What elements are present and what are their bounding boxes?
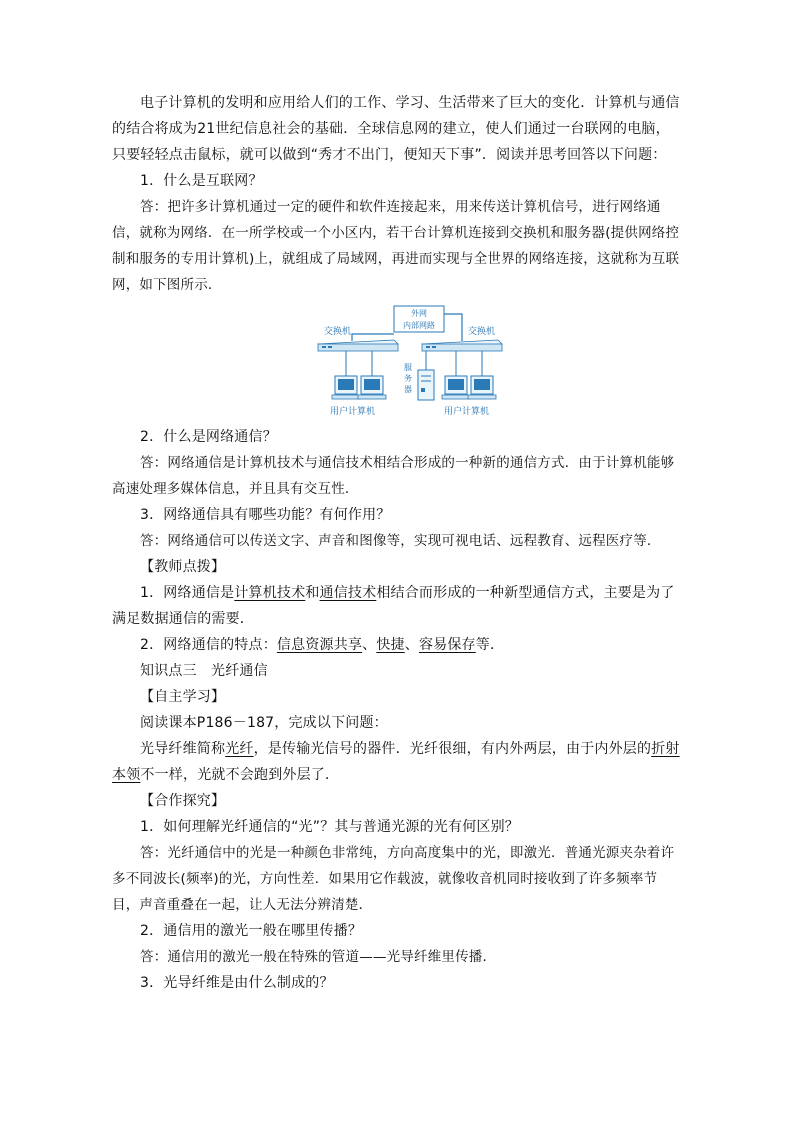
coop-question-1: 1．如何理解光纤通信的“光”？其与普通光源的光有何区别？	[140, 819, 520, 835]
switch-right-label: 交换机	[468, 327, 496, 337]
computer-icon	[468, 376, 496, 399]
coop-question-2: 2．通信用的激光一般在哪里传播？	[140, 923, 363, 939]
tip-2-sep: 、	[404, 637, 419, 653]
server-label-char: 服	[404, 363, 412, 372]
fiber-text: 光导纤维简称	[140, 741, 226, 757]
computer-icon	[358, 376, 386, 399]
coop-answer-1: 答：光纤通信中的光是一种颜色非常纯，方向高度集中的光，即激光．普通光源夹杂着许多不同波长(频率)的光，方向性差．如果用它作载波，就像收音机同时接收到了许多频率节目，声音重叠在一起，让人无法分辨清楚．	[112, 845, 675, 913]
network-label-line1: 外网	[411, 309, 427, 318]
network-diagram-svg	[312, 304, 508, 420]
fiber-paragraph	[112, 736, 682, 788]
users-left-label: 用户计算机	[330, 407, 376, 417]
tip-2-text: 等．	[475, 637, 505, 653]
knowledge-point-heading: 知识点三 光纤通信	[140, 663, 268, 679]
document-page	[112, 90, 682, 996]
question-1: 1．什么是互联网？	[140, 173, 263, 189]
computer-icon	[332, 376, 360, 399]
tip-2-text: 2．网络通信的特点：	[140, 637, 277, 653]
coop-heading: 【合作探究】	[140, 793, 226, 809]
computer-icon	[442, 376, 470, 399]
tip-1-underline-computer: 计算机技术	[234, 585, 306, 601]
question-3: 3．网络通信具有哪些功能？有何作用？	[140, 507, 391, 523]
tip-1-text: 相结合而形成的一种新型通信方式，主要是为了满足数据通信的需要．	[112, 585, 675, 627]
tip-2-underline: 信息资源共享	[276, 637, 363, 653]
tip-2	[112, 632, 682, 658]
answer-2: 答：网络通信是计算机技术与通信技术相结合形成的一种新的通信方式．由于计算机能够高速处理多媒体信息，并且具有交互性．	[112, 455, 675, 497]
answer-3: 答：网络通信可以传送文字、声音和图像等，实现可视电话、远程教育、远程医疗等．	[140, 533, 661, 549]
network-diagram	[112, 304, 682, 420]
tip-2-sep: 、	[362, 637, 377, 653]
fiber-text: ，是传输光信号的器件．光纤很细，有内外两层，由于内外层的	[253, 741, 652, 757]
tip-1	[112, 580, 682, 632]
teacher-tip-heading: 【教师点拨】	[140, 559, 226, 575]
tip-2-underline: 容易保存	[418, 637, 476, 653]
server-label-char: 器	[404, 385, 412, 394]
reading-instruction: 阅读课本P186－187，完成以下问题：	[140, 715, 388, 731]
fiber-underline: 折射本领	[112, 741, 680, 783]
coop-question-3: 3．光导纤维是由什么制成的？	[140, 975, 334, 991]
tip-1-text: 1．网络通信是	[140, 585, 235, 601]
server-label-char: 务	[404, 374, 412, 383]
intro-paragraph: 电子计算机的发明和应用给人们的工作、学习、生活带来了巨大的变化．计算机与通信的结合将成为21世纪信息社会的基础．全球信息网的建立，使人们通过一台联网的电脑，只要轻轻点击鼠标，就可以做到“秀才不出门，便知天下事”．阅读并思考回答以下问题：	[112, 95, 680, 163]
fiber-underline: 光纤	[225, 741, 254, 757]
network-label-line2: 内部网路	[403, 321, 435, 330]
self-study-heading: 【自主学习】	[140, 689, 226, 705]
tip-1-text: 和	[305, 585, 320, 601]
tip-1-underline-comm: 通信技术	[319, 585, 377, 601]
coop-answer-2: 答：通信用的激光一般在特殊的管道——光导纤维里传播．	[140, 949, 497, 965]
fiber-text: 不一样，光就不会跑到外层了．	[140, 767, 340, 783]
users-right-label: 用户计算机	[444, 407, 490, 417]
answer-1: 答：把许多计算机通过一定的硬件和软件连接起来，用来传送计算机信号，进行网络通信，就称为网络．在一所学校或一个小区内，若干台计算机连接到交换机和服务器(提供网络控制和服务的专用计算机)上，就组成了局域网，再进而实现与全世界的网络连接，这就称为互联网，如下图所示．	[112, 199, 680, 293]
switch-left-label: 交换机	[324, 327, 352, 337]
question-2: 2．什么是网络通信？	[140, 429, 277, 445]
tip-2-underline: 快捷	[376, 637, 405, 653]
server-icon	[418, 370, 434, 400]
